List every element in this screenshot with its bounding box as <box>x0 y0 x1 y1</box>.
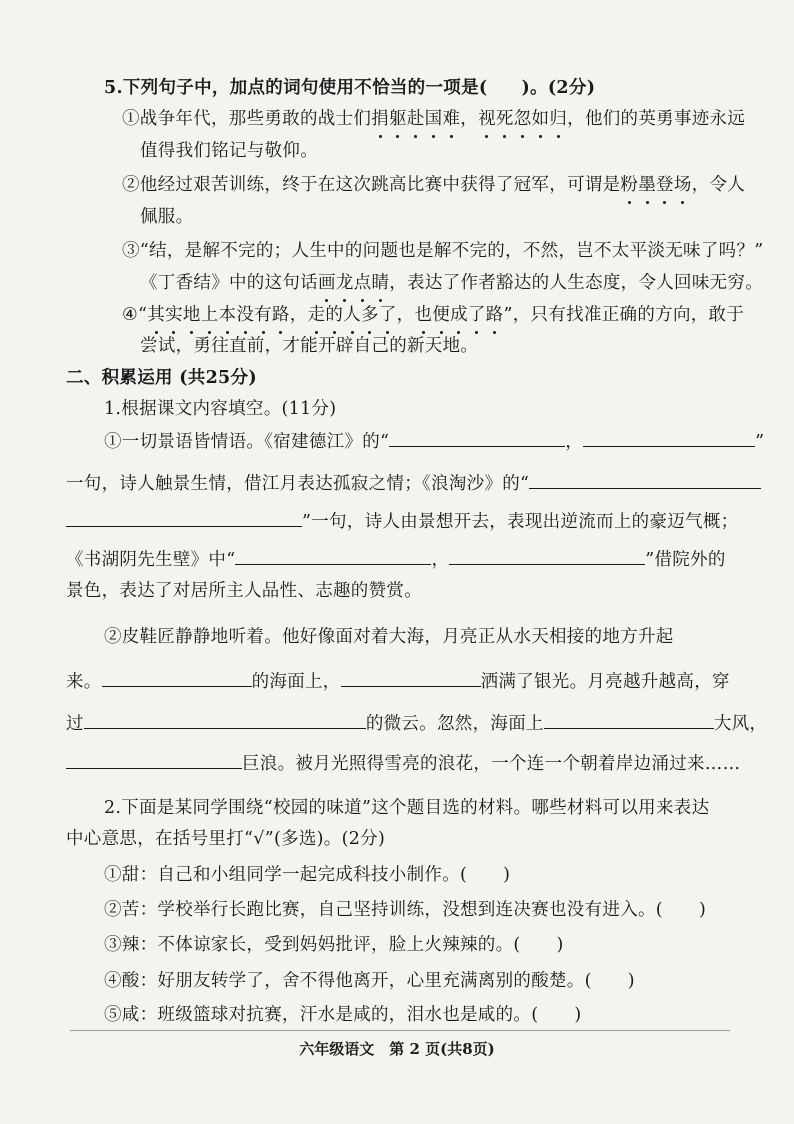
material-item: ⑤咸：班级篮球对抗赛，汗水是咸的，泪水也是咸的。( ) <box>104 1005 582 1025</box>
fill-line-1: ①一切景语皆情语。《宿建德江》的“ ， ” <box>104 428 764 455</box>
fill-line-4: 《书湖阴先生壁》中“ ， ”借院外的 <box>66 546 726 573</box>
fill-line-3: ”一句，诗人由景想开去，表现出逆流而上的豪迈气概； <box>66 508 738 535</box>
q5-option-1: ①战争年代，那些勇敢的战士们捐躯赴国难，视死忽如归，他们的英勇事迹永远 <box>122 106 745 132</box>
material-item: ③辣：不体谅家长，受到妈妈批评，脸上火辣辣的。( ) <box>104 935 564 955</box>
material-item: ②苦：学校举行长跑比赛，自己坚持训练，没想到连决赛也没有进入。( ) <box>104 900 707 920</box>
dotted-phrase: 粉墨登场 <box>620 175 691 195</box>
answer-blank[interactable] <box>544 710 714 729</box>
section-heading: 二、积累运用 (共25分) <box>66 368 257 388</box>
answer-blank[interactable] <box>235 546 431 565</box>
answer-blank[interactable] <box>66 750 242 769</box>
footer-divider <box>70 1030 730 1031</box>
q1-title: 1.根据课文内容填空。(11分) <box>104 399 337 419</box>
fill-line-5: 景色，表达了对居所主人品性、志趣的赞赏。 <box>66 581 422 601</box>
answer-blank[interactable] <box>102 668 252 687</box>
fill-line-2: 一句，诗人触景生情，借江月表达孤寂之情；《浪淘沙》的“ <box>66 470 761 497</box>
q5-option-2-cont: 佩服。 <box>140 207 194 227</box>
q5-option-1-cont: 值得我们铭记与敬仰。 <box>140 141 318 161</box>
answer-blank[interactable] <box>449 546 645 565</box>
q5-option-2: ②他经过艰苦训练，终于在这次跳高比赛中获得了冠军，可谓是粉墨登场，令人 <box>122 172 745 198</box>
answer-blank[interactable] <box>583 428 755 447</box>
q5-option-4-cont: 尝试，勇往直前，才能开辟自己的新天地。 <box>140 336 479 356</box>
answer-blank[interactable] <box>84 710 366 729</box>
dotted-phrase: 画龙点睛 <box>318 273 389 293</box>
page-footer: 六年级语文 第 2 页(共8页) <box>299 1040 495 1058</box>
answer-blank[interactable] <box>389 428 565 447</box>
dotted-phrase: “其实地上本没有路，走的人多了，也便成了路” <box>138 305 513 325</box>
passage-line-1: ②皮鞋匠静静地听着。他好像面对着大海，月亮正从水天相接的地方升起 <box>104 627 674 647</box>
material-item: ①甜：自己和小组同学一起完成科技小制作。( ) <box>104 865 511 885</box>
dotted-phrase: 捐躯赴国难，视死忽如归 <box>371 109 567 129</box>
answer-blank[interactable] <box>341 668 481 687</box>
q5-option-3-cont: 《丁香结》中的这句话画龙点睛，表达了作者豁达的人生态度，令人回味无穷。 <box>140 270 763 296</box>
passage-line-3: 过 的微云。忽然，海面上 大风， <box>66 710 767 737</box>
q5-option-3: ③“结，是解不完的；人生中的问题也是解不完的，不然，岂不太平淡无味了吗？” <box>122 241 764 261</box>
answer-blank[interactable] <box>529 470 761 489</box>
answer-blank[interactable] <box>66 508 302 527</box>
q2-title: 2.下面是某同学围绕“校园的味道”这个题目选的材料。哪些材料可以用来表达 <box>104 798 710 818</box>
q5-stem: 5.下列句子中，加点的词句使用不恰当的一项是( )。(2分) <box>104 78 596 98</box>
passage-line-2: 来。 的海面上， 洒满了银光。月亮越升越高，穿 <box>66 668 730 695</box>
q2-title-cont: 中心意思，在括号里打“√”(多选)。(2分) <box>66 829 386 849</box>
passage-line-4: 巨浪。被月光照得雪亮的浪花，一个连一个朝着岸边涌过来…… <box>66 750 740 777</box>
material-item: ④酸：好朋友转学了，舍不得他离开，心里充满离别的酸楚。( ) <box>104 971 635 991</box>
q5-option-4: ④“其实地上本没有路，走的人多了，也便成了路”，只有找准正确的方向，敢于 <box>122 302 744 328</box>
